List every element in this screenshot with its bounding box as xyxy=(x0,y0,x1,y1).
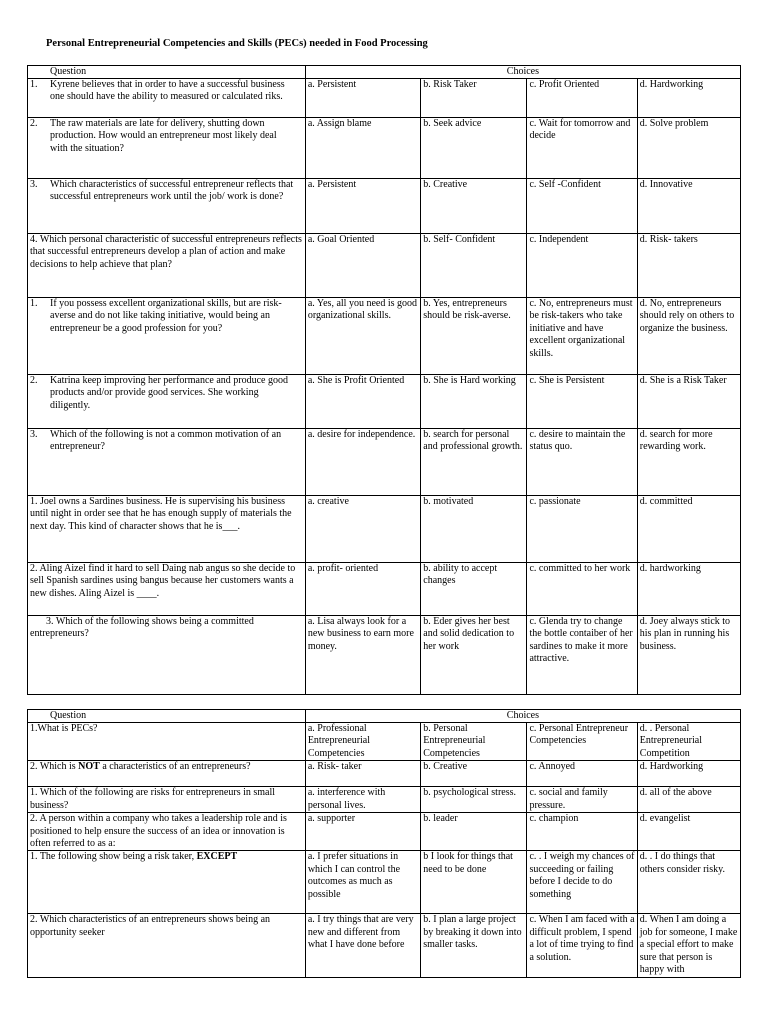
choice-c: c. passionate xyxy=(527,496,637,563)
choice-b: b. Self- Confident xyxy=(421,234,527,298)
choice-d: d. committed xyxy=(637,496,740,563)
choice-c: c. Wait for tomorrow and decide xyxy=(527,118,637,179)
choice-c: c. Personal Entrepreneur Competencies xyxy=(527,723,637,761)
question-cell: 1. The following show being a risk taker, EXCEPT xyxy=(28,851,306,914)
choice-b: b. Personal Entrepreneurial Competencies xyxy=(421,723,527,761)
choice-d: d. When I am doing a job for someone, I make a special effort to make sure that person is happy with xyxy=(637,914,740,978)
table-row xyxy=(28,563,741,616)
choice-a: a. She is Profit Oriented xyxy=(305,375,420,429)
choices-header: Choices xyxy=(305,710,740,723)
table-row xyxy=(28,723,741,761)
question-cell: 2. Aling Aizel find it hard to sell Daing nab angus so she decide to sell Spanish sardines using bangus because her customers wants a new dishes. Aling Aizel is ____. xyxy=(28,563,306,616)
table-row xyxy=(28,496,741,563)
question-cell: 2. Which characteristics of an entrepreneurs shows being an opportunity seeker xyxy=(28,914,306,978)
choice-d: d. search for more rewarding work. xyxy=(637,429,740,496)
choice-b: b I look for things that need to be done xyxy=(421,851,527,914)
choice-a: a. supporter xyxy=(305,813,420,851)
choice-c: c. Profit Oriented xyxy=(527,79,637,118)
choice-d: d. hardworking xyxy=(637,563,740,616)
choice-a: a. I prefer situations in which I can control the outcomes as much as possible xyxy=(305,851,420,914)
table-row xyxy=(28,179,741,234)
table-header-row xyxy=(28,66,741,79)
choice-c: c. Self -Confident xyxy=(527,179,637,234)
question-cell: 1. Which of the following are risks for entrepreneurs in small business? xyxy=(28,787,306,813)
table-row xyxy=(28,616,741,695)
table-row xyxy=(28,234,741,298)
choice-a: a. Goal Oriented xyxy=(305,234,420,298)
choice-c: c. social and family pressure. xyxy=(527,787,637,813)
question-header: Question xyxy=(28,710,306,723)
question-cell: 4. Which personal characteristic of successful entrepreneurs reflects that successful entrepreneurs develop a plan of action and make decisions to help achieve that plan? xyxy=(28,234,306,298)
question-cell: 1. Kyrene believes that in order to have a successful business one should have the ability to measured or calculated riks. xyxy=(28,79,306,118)
table-row xyxy=(28,787,741,813)
choice-b: b. psychological stress. xyxy=(421,787,527,813)
choice-a: a. desire for independence. xyxy=(305,429,420,496)
question-cell: 2. Katrina keep improving her performance and produce good products and/or provide good services. She working diligently. xyxy=(28,375,306,429)
choice-a: a. Professional Entrepreneurial Competencies xyxy=(305,723,420,761)
choice-d: d. Joey always stick to his plan in running his business. xyxy=(637,616,740,695)
question-cell: 1.What is PECs? xyxy=(28,723,306,761)
quiz-table-1 xyxy=(27,65,741,695)
choice-c: c. . I weigh my chances of succeeding or failing before I decide to do something xyxy=(527,851,637,914)
table-row xyxy=(28,761,741,787)
question-cell: 2. Which is NOT a characteristics of an entrepreneurs? xyxy=(28,761,306,787)
choice-b: b. Creative xyxy=(421,761,527,787)
choice-d: d. Innovative xyxy=(637,179,740,234)
table-row xyxy=(28,914,741,978)
table-row xyxy=(28,851,741,914)
choice-c: c. committed to her work xyxy=(527,563,637,616)
question-cell: 1. If you possess excellent organizational skills, but are risk-averse and do not like taking initiative, would being an entrepreneur be a good profession for you? xyxy=(28,298,306,375)
choice-a: a. interference with personal lives. xyxy=(305,787,420,813)
table-row xyxy=(28,429,741,496)
choice-b: b. leader xyxy=(421,813,527,851)
choice-b: b. Creative xyxy=(421,179,527,234)
question-cell: 1. Joel owns a Sardines business. He is supervising his business until night in order see that he has enough supply of materials the next day. This kind of character shows that he is___. xyxy=(28,496,306,563)
choice-c: c. When I am faced with a difficult problem, I spend a lot of time trying to find a solution. xyxy=(527,914,637,978)
choice-c: c. Annoyed xyxy=(527,761,637,787)
choice-b: b. Yes, entrepreneurs should be risk-averse. xyxy=(421,298,527,375)
choice-a: a. Yes, all you need is good organizational skills. xyxy=(305,298,420,375)
question-header: Question xyxy=(28,66,306,79)
choice-d: d. Hardworking xyxy=(637,79,740,118)
choice-b: b. ability to accept changes xyxy=(421,563,527,616)
question-cell: 3. Which of the following is not a common motivation of an entrepreneur? xyxy=(28,429,306,496)
choice-c: c. No, entrepreneurs must be risk-takers who take initiative and have excellent organizational skills. xyxy=(527,298,637,375)
choice-a: a. creative xyxy=(305,496,420,563)
choice-b: b. Risk Taker xyxy=(421,79,527,118)
choice-a: a. Persistent xyxy=(305,79,420,118)
quiz-table-2 xyxy=(27,709,741,978)
question-cell: 2. A person within a company who takes a leadership role and is positioned to help ensure the success of an idea or innovation is often referred to as a: xyxy=(28,813,306,851)
document-title: Personal Entrepreneurial Competencies and Skills (PECs) needed in Food Processing xyxy=(46,38,428,49)
choice-a: a. Lisa always look for a new business to earn more money. xyxy=(305,616,420,695)
choice-c: c. She is Persistent xyxy=(527,375,637,429)
choice-c: c. Glenda try to change the bottle contaiber of her sardines to make it more attractive. xyxy=(527,616,637,695)
choice-b: b. She is Hard working xyxy=(421,375,527,429)
choice-d: d. all of the above xyxy=(637,787,740,813)
choice-d: d. Risk- takers xyxy=(637,234,740,298)
choice-b: b. Seek advice xyxy=(421,118,527,179)
choice-b: b. search for personal and professional growth. xyxy=(421,429,527,496)
choice-d: d. No, entrepreneurs should rely on others to organize the business. xyxy=(637,298,740,375)
choice-a: a. I try things that are very new and different from what I have done before xyxy=(305,914,420,978)
choice-a: a. profit- oriented xyxy=(305,563,420,616)
choice-d: d. She is a Risk Taker xyxy=(637,375,740,429)
choices-header: Choices xyxy=(305,66,740,79)
choice-a: a. Persistent xyxy=(305,179,420,234)
table-row xyxy=(28,79,741,118)
choice-c: c. champion xyxy=(527,813,637,851)
choice-b: b. motivated xyxy=(421,496,527,563)
choice-d: d. . Personal Entrepreneurial Competition xyxy=(637,723,740,761)
table-row xyxy=(28,118,741,179)
question-cell: 2. The raw materials are late for delivery, shutting down production. How would an entrepreneur most likely deal with the situation? xyxy=(28,118,306,179)
choice-d: d. Solve problem xyxy=(637,118,740,179)
table-row xyxy=(28,298,741,375)
choice-c: c. Independent xyxy=(527,234,637,298)
choice-a: a. Assign blame xyxy=(305,118,420,179)
question-cell: 3. Which characteristics of successful entrepreneur reflects that successful entrepreneurs work until the job/ work is done? xyxy=(28,179,306,234)
choice-b: b. I plan a large project by breaking it down into smaller tasks. xyxy=(421,914,527,978)
table-row xyxy=(28,375,741,429)
choice-c: c. desire to maintain the status quo. xyxy=(527,429,637,496)
question-cell: 3. Which of the following shows being a committed entrepreneurs? xyxy=(28,616,306,695)
choice-d: d. . I do things that others consider risky. xyxy=(637,851,740,914)
table-row xyxy=(28,813,741,851)
table-header-row xyxy=(28,710,741,723)
choice-d: d. evangelist xyxy=(637,813,740,851)
choice-a: a. Risk- taker xyxy=(305,761,420,787)
choice-b: b. Eder gives her best and solid dedication to her work xyxy=(421,616,527,695)
choice-d: d. Hardworking xyxy=(637,761,740,787)
